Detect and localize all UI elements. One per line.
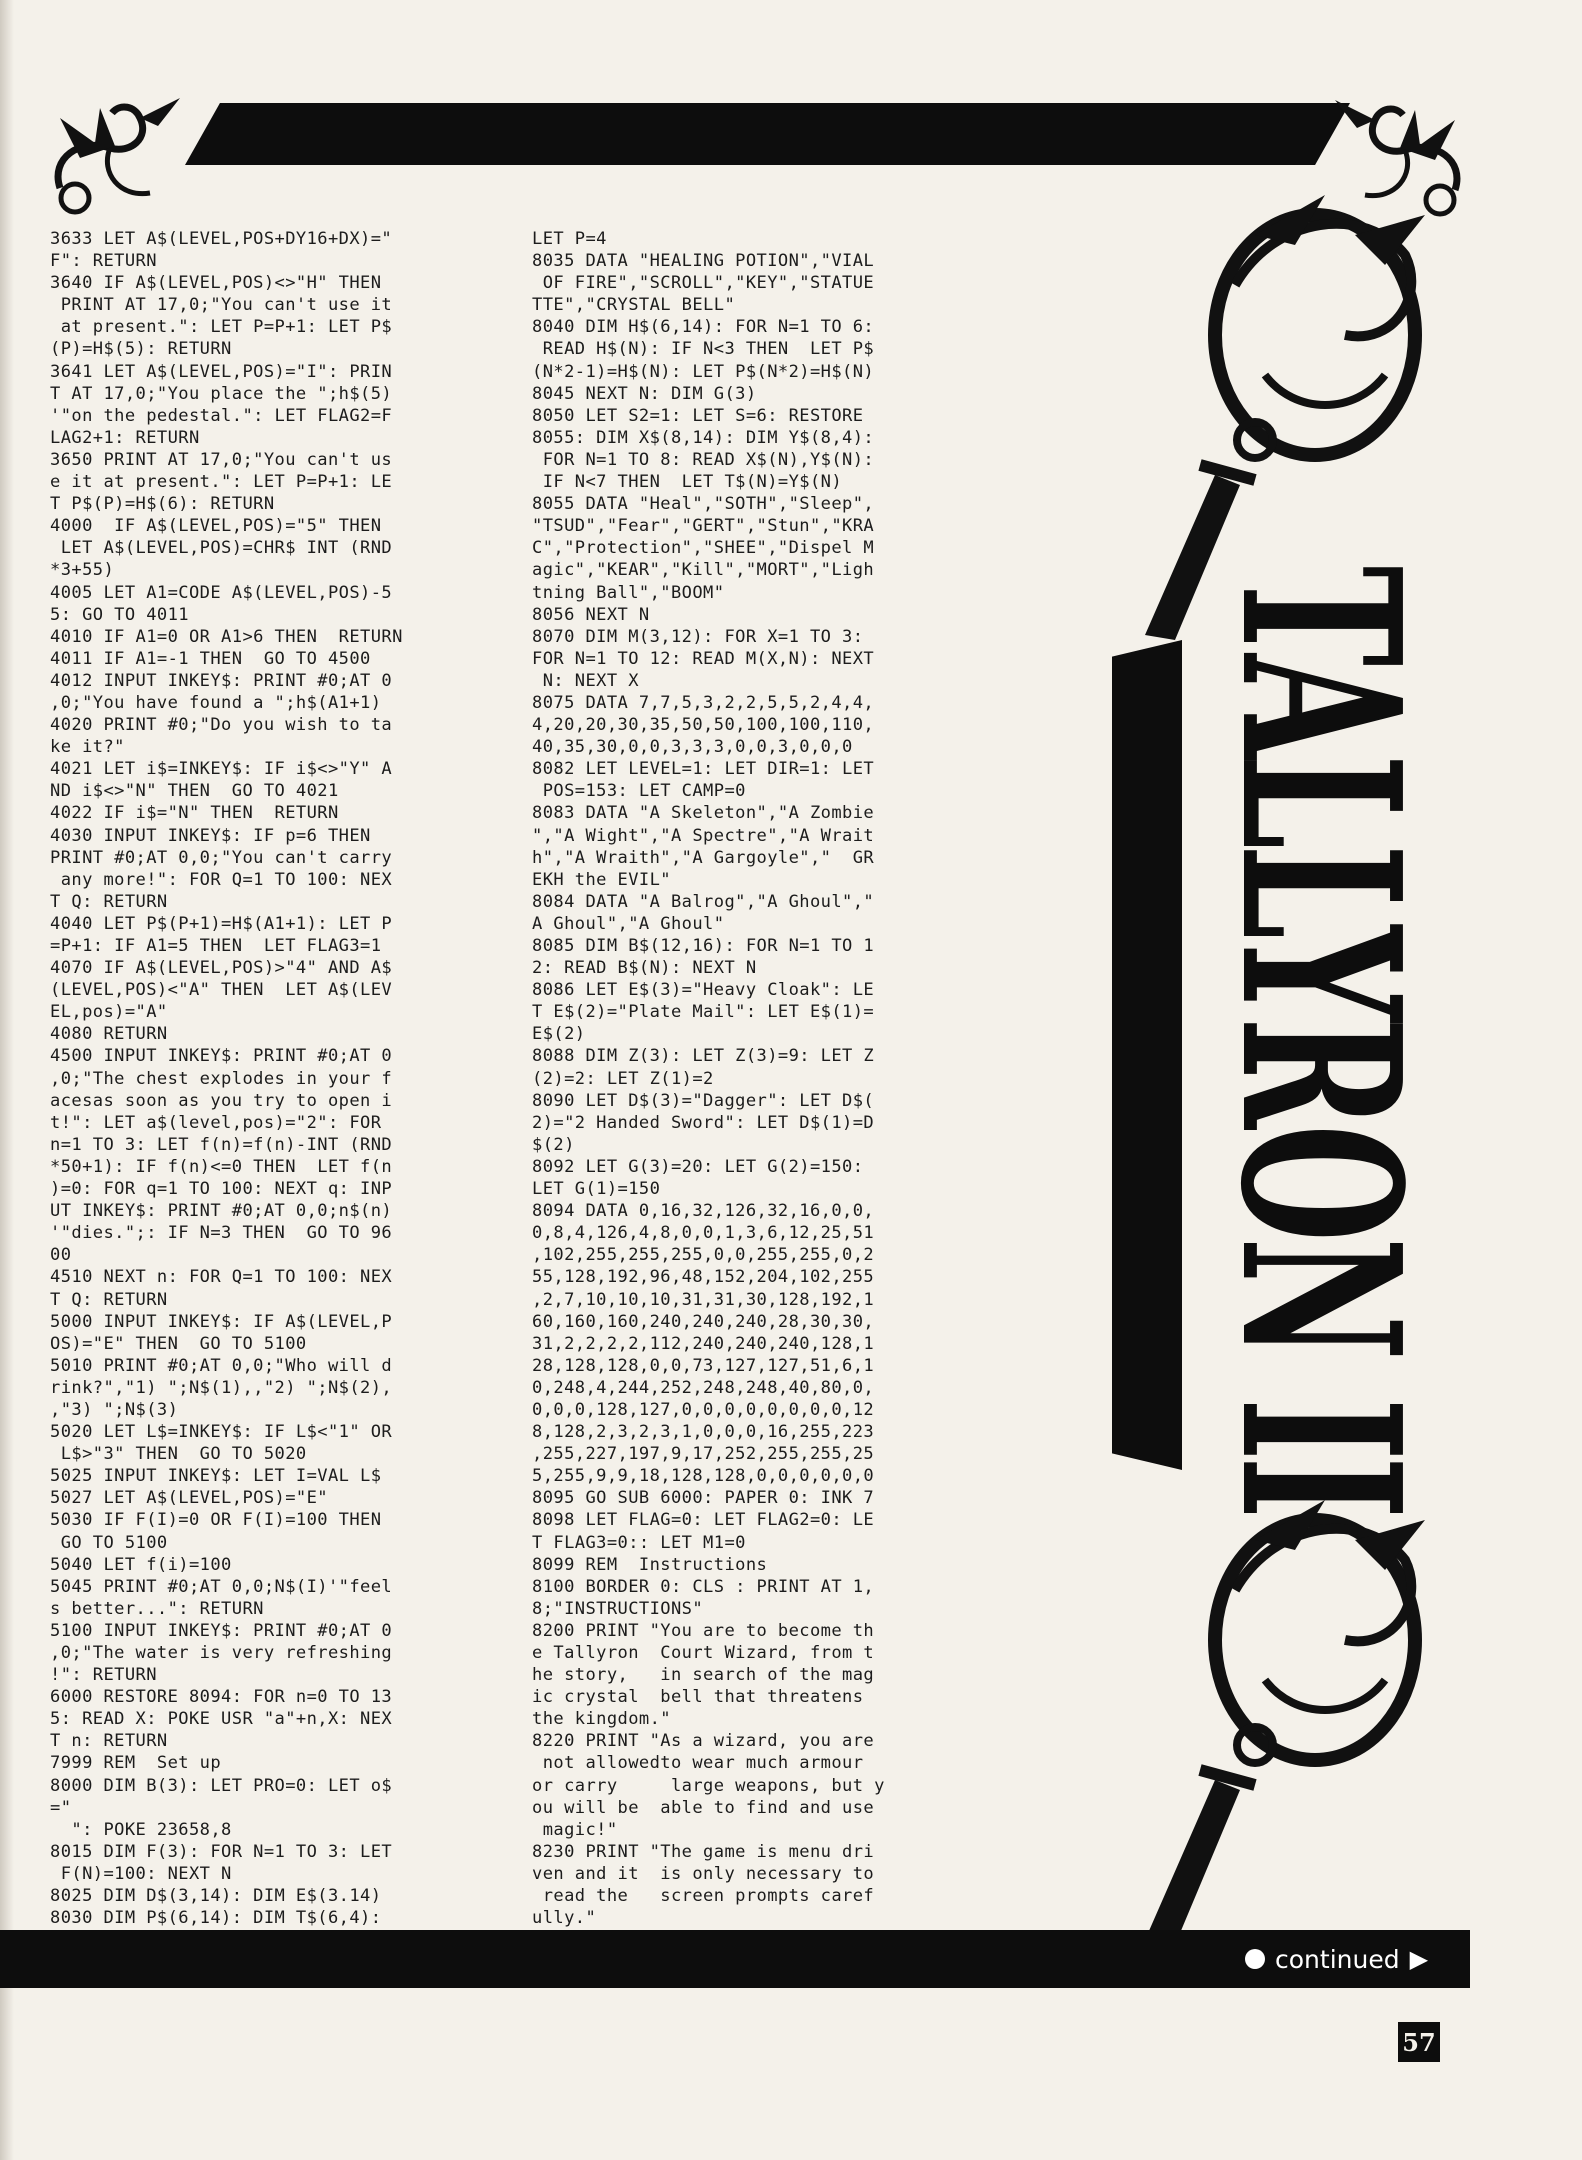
- continued-marker: [1245, 1942, 1428, 1976]
- code-line: 4510 NEXT n: FOR Q=1 TO 100: NEX: [50, 1267, 393, 1288]
- dragon-ornament-left-icon: [40, 78, 190, 228]
- code-line: 00: [50, 1245, 72, 1266]
- code-line: ke it?": [50, 737, 125, 758]
- code-line: F": RETURN: [50, 251, 157, 272]
- code-line: 4012 INPUT INKEY$: PRINT #0;AT 0: [50, 670, 393, 691]
- code-line: T Q: RETURN: [50, 891, 168, 912]
- code-line: 8040 DIM H$(6,14): FOR N=1 TO 6:: [532, 317, 875, 338]
- code-line: 3633 LET A$(LEVEL,POS+DY16+DX)=": [50, 229, 393, 249]
- code-line: T P$(P)=H$(6): RETURN: [50, 494, 275, 515]
- code-line: 8070 DIM M(3,12): FOR X=1 TO 3:: [532, 626, 864, 647]
- code-line: 8035 DATA "HEALING POTION","VIAL: [532, 251, 875, 272]
- code-line: ND i$<>"N" THEN GO TO 4021: [50, 781, 339, 802]
- code-line: T AT 17,0;"You place the ";h$(5): [50, 383, 393, 404]
- page-spine-shadow: [0, 0, 14, 2160]
- code-line: ,2,7,10,10,10,31,31,30,128,192,1: [532, 1289, 875, 1310]
- code-line: ,255,227,197,9,17,252,255,255,25: [532, 1444, 875, 1465]
- code-line: "TSUD","Fear","GERT","Stun","KRA: [532, 516, 875, 537]
- code-line: EL,pos)="A": [50, 1002, 168, 1023]
- code-line: ,"3) ";N$(3): [50, 1399, 179, 1420]
- code-line: =": [50, 1797, 72, 1818]
- bullet-dot-icon: [1245, 1949, 1265, 1969]
- code-line: GO TO 5100: [50, 1532, 168, 1553]
- code-line: EKH the EVIL": [532, 869, 671, 890]
- game-title: TALLYRON II: [1192, 565, 1448, 1515]
- code-line: READ H$(N): IF N<3 THEN LET P$: [532, 339, 875, 360]
- code-line: ully.": [532, 1908, 597, 1929]
- code-line: *50+1): IF f(n)<=0 THEN LET f(n: [50, 1156, 393, 1177]
- code-line: 40,35,30,0,0,3,3,3,0,0,3,0,0,0: [532, 737, 853, 758]
- code-line: 2)="2 Handed Sword": LET D$(1)=D: [532, 1112, 875, 1133]
- code-line: 8082 LET LEVEL=1: LET DIR=1: LET: [532, 759, 875, 780]
- code-line: magic!": [532, 1819, 618, 1840]
- code-line: T E$(2)="Plate Mail": LET E$(1)=: [532, 1002, 875, 1023]
- code-line: 8056 NEXT N: [532, 604, 650, 625]
- page-number: 57: [1398, 2022, 1440, 2062]
- code-line: !": RETURN: [50, 1665, 157, 1686]
- code-line: read the screen prompts caref: [532, 1886, 875, 1907]
- code-line: 28,128,128,0,0,73,127,127,51,6,1: [532, 1355, 875, 1376]
- code-line: PRINT AT 17,0;"You can't use it: [50, 295, 393, 316]
- code-line: 8;"INSTRUCTIONS": [532, 1598, 704, 1619]
- code-line: 8088 DIM Z(3): LET Z(3)=9: LET Z: [532, 1046, 875, 1067]
- code-line: 4000 IF A$(LEVEL,POS)="5" THEN: [50, 516, 382, 537]
- code-line: h","A Wraith","A Gargoyle"," GR: [532, 847, 875, 868]
- code-line: 8092 LET G(3)=20: LET G(2)=150:: [532, 1156, 864, 1177]
- code-line: acesas soon as you try to open i: [50, 1090, 393, 1111]
- code-line: n=1 TO 3: LET f(n)=f(n)-INT (RND: [50, 1134, 393, 1155]
- code-line: )=0: FOR q=1 TO 100: NEXT q: INP: [50, 1179, 393, 1200]
- code-line: FOR N=1 TO 8: READ X$(N),Y$(N):: [532, 449, 875, 470]
- code-line: 5027 LET A$(LEVEL,POS)="E": [50, 1488, 328, 1509]
- code-line: 4070 IF A$(LEVEL,POS)>"4" AND A$: [50, 958, 393, 979]
- code-line: F(N)=100: NEXT N: [50, 1863, 232, 1884]
- code-line: 5100 INPUT INKEY$: PRINT #0;AT 0: [50, 1620, 393, 1641]
- code-line: e it at present.": LET P=P+1: LE: [50, 472, 393, 493]
- code-line: 8100 BORDER 0: CLS : PRINT AT 1,: [532, 1576, 875, 1597]
- code-line: OF FIRE","SCROLL","KEY","STATUE: [532, 273, 875, 294]
- code-line: 0,248,4,244,252,248,248,40,80,0,: [532, 1377, 875, 1398]
- code-line: 4,20,20,30,35,50,50,100,100,110,: [532, 715, 875, 736]
- code-line: LET A$(LEVEL,POS)=CHR$ INT (RND: [50, 538, 393, 559]
- code-line: ,0;"You have found a ";h$(A1+1): [50, 692, 382, 713]
- code-line: 4030 INPUT INKEY$: IF p=6 THEN: [50, 825, 371, 846]
- code-line: 5: READ X: POKE USR "a"+n,X: NEX: [50, 1709, 393, 1730]
- code-line: 31,2,2,2,2,112,240,240,240,128,1: [532, 1333, 875, 1354]
- code-line: 5025 INPUT INKEY$: LET I=VAL L$: [50, 1466, 382, 1487]
- code-line: 55,128,192,96,48,152,204,102,255: [532, 1267, 875, 1288]
- code-line: PRINT #0;AT 0,0;"You can't carry: [50, 847, 393, 868]
- code-line: 8084 DATA "A Balrog","A Ghoul",": [532, 891, 875, 912]
- code-line: ","A Wight","A Spectre","A Wrait: [532, 825, 875, 846]
- code-line: ,0;"The water is very refreshing: [50, 1643, 393, 1663]
- code-line: IF N<7 THEN LET T$(N)=Y$(N): [532, 472, 843, 493]
- code-line: 3641 LET A$(LEVEL,POS)="I": PRIN: [50, 361, 393, 382]
- code-line: 5030 IF F(I)=0 OR F(I)=100 THEN: [50, 1510, 382, 1531]
- code-line: 4022 IF i$="N" THEN RETURN: [50, 803, 339, 824]
- code-line: 8220 PRINT "As a wizard, you are: [532, 1731, 875, 1752]
- code-line: 8200 PRINT "You are to become th: [532, 1620, 875, 1641]
- code-line: A Ghoul","A Ghoul": [532, 913, 725, 934]
- code-line: 8230 PRINT "The game is menu dri: [532, 1841, 875, 1862]
- code-line: 8055 DATA "Heal","SOTH","Sleep",: [532, 494, 875, 515]
- code-line: not allowedto wear much armour: [532, 1753, 864, 1774]
- code-line: T n: RETURN: [50, 1731, 168, 1752]
- code-line: LAG2+1: RETURN: [50, 427, 200, 448]
- code-line: 8075 DATA 7,7,5,3,2,2,5,5,2,4,4,: [532, 692, 875, 713]
- code-line: or carry large weapons, but y: [532, 1775, 885, 1796]
- code-line: 8045 NEXT N: DIM G(3): [532, 383, 757, 404]
- code-line: 5045 PRINT #0;AT 0,0;N$(I)'"feel: [50, 1576, 393, 1597]
- code-line: 5: GO TO 4011: [50, 604, 189, 625]
- code-line: 4005 LET A1=CODE A$(LEVEL,POS)-5: [50, 582, 393, 603]
- code-line: 8095 GO SUB 6000: PAPER 0: INK 7: [532, 1488, 875, 1509]
- code-line: rink?","1) ";N$(1),,"2) ";N$(2),: [50, 1377, 393, 1398]
- code-line: LET G(1)=150: [532, 1179, 661, 1200]
- code-line: at present.": LET P=P+1: LET P$: [50, 317, 393, 338]
- code-line: $(2): [532, 1134, 575, 1155]
- code-line: 4040 LET P$(P+1)=H$(A1+1): LET P: [50, 913, 393, 934]
- code-line: 4020 PRINT #0;"Do you wish to ta: [50, 715, 393, 736]
- code-line: T Q: RETURN: [50, 1289, 168, 1310]
- code-line: 5040 LET f(i)=100: [50, 1554, 232, 1575]
- code-line: 4011 IF A1=-1 THEN GO TO 4500: [50, 648, 371, 669]
- code-line: 8000 DIM B(3): LET PRO=0: LET o$: [50, 1775, 393, 1796]
- code-line: 8098 LET FLAG=0: LET FLAG2=0: LE: [532, 1510, 875, 1531]
- code-line: ou will be able to find and use: [532, 1797, 875, 1818]
- code-line: E$(2): [532, 1024, 586, 1045]
- code-line: ,0;"The chest explodes in your f: [50, 1068, 393, 1089]
- code-line: s better...": RETURN: [50, 1598, 264, 1619]
- code-line: 7999 REM Set up: [50, 1753, 222, 1774]
- code-line: 4021 LET i$=INKEY$: IF i$<>"Y" A: [50, 759, 393, 780]
- code-line: L$>"3" THEN GO TO 5020: [50, 1444, 307, 1465]
- code-line: 6000 RESTORE 8094: FOR n=0 TO 13: [50, 1687, 393, 1708]
- code-line: 8090 LET D$(3)="Dagger": LET D$(: [532, 1090, 875, 1111]
- code-line: 2: READ B$(N): NEXT N: [532, 958, 757, 979]
- code-line: 8094 DATA 0,16,32,126,32,16,0,0,: [532, 1201, 875, 1222]
- code-line: 4080 RETURN: [50, 1024, 168, 1045]
- code-column-middle: [532, 228, 1008, 1929]
- code-line: '"dies.";: IF N=3 THEN GO TO 96: [50, 1223, 393, 1244]
- code-line: 8015 DIM F(3): FOR N=1 TO 3: LET: [50, 1841, 393, 1862]
- code-line: UT INKEY$: PRINT #0;AT 0,0;n$(n): [50, 1201, 393, 1222]
- code-line: 5000 INPUT INKEY$: IF A$(LEVEL,P: [50, 1311, 393, 1332]
- play-arrow-icon: ▶: [1409, 1945, 1429, 1973]
- code-line: C","Protection","SHEE","Dispel M: [532, 538, 875, 559]
- code-line: (2)=2: LET Z(1)=2: [532, 1068, 714, 1089]
- code-line: tning Ball","BOOM": [532, 582, 725, 603]
- code-line: OS)="E" THEN GO TO 5100: [50, 1333, 307, 1354]
- code-line: N: NEXT X: [532, 670, 639, 691]
- code-line: (P)=H$(5): RETURN: [50, 339, 232, 360]
- code-line: 8050 LET S2=1: LET S=6: RESTORE: [532, 405, 864, 426]
- code-line: ,102,255,255,255,0,0,255,255,0,2: [532, 1245, 875, 1266]
- code-line: agic","KEAR","Kill","MORT","Ligh: [532, 560, 875, 581]
- code-line: ic crystal bell that threatens: [532, 1687, 864, 1708]
- code-line: ven and it is only necessary to: [532, 1863, 875, 1884]
- code-line: 4500 INPUT INKEY$: PRINT #0;AT 0: [50, 1046, 393, 1067]
- code-line: FOR N=1 TO 12: READ M(X,N): NEXT: [532, 648, 875, 669]
- code-line: 3650 PRINT AT 17,0;"You can't us: [50, 449, 393, 470]
- code-line: e Tallyron Court Wizard, from t: [532, 1643, 875, 1663]
- code-line: (LEVEL,POS)<"A" THEN LET A$(LEV: [50, 980, 393, 1001]
- code-line: 5010 PRINT #0;AT 0,0;"Who will d: [50, 1355, 393, 1376]
- code-line: (N*2-1)=H$(N): LET P$(N*2)=H$(N): [532, 361, 875, 382]
- code-line: any more!": FOR Q=1 TO 100: NEX: [50, 869, 393, 890]
- code-line: *3+55): [50, 560, 115, 581]
- code-line: 0,0,0,128,127,0,0,0,0,0,0,0,0,12: [532, 1399, 875, 1420]
- continued-label: continued: [1275, 1944, 1400, 1974]
- code-line: 4010 IF A1=0 OR A1>6 THEN RETURN: [50, 626, 403, 647]
- title-side-bar: [1112, 640, 1182, 1470]
- code-line: he story, in search of the mag: [532, 1665, 875, 1686]
- code-line: 8,128,2,3,2,3,1,0,0,0,16,255,223: [532, 1422, 875, 1443]
- code-line: 5,255,9,9,18,128,128,0,0,0,0,0,0: [532, 1466, 875, 1487]
- code-line: 8099 REM Instructions: [532, 1554, 768, 1575]
- code-line: LET P=4: [532, 229, 607, 249]
- code-line: =P+1: IF A1=5 THEN LET FLAG3=1: [50, 936, 382, 956]
- header-bar: [185, 103, 1350, 165]
- code-line: t!": LET a$(level,pos)="2": FOR: [50, 1112, 382, 1133]
- code-column-left: [50, 228, 526, 1929]
- code-line: 8085 DIM B$(12,16): FOR N=1 TO 1: [532, 936, 875, 956]
- code-line: 5020 LET L$=INKEY$: IF L$<"1" OR: [50, 1422, 393, 1443]
- code-line: T FLAG3=0:: LET M1=0: [532, 1532, 746, 1553]
- code-line: ": POKE 23658,8: [50, 1819, 232, 1840]
- code-line: POS=153: LET CAMP=0: [532, 781, 746, 802]
- code-line: 8086 LET E$(3)="Heavy Cloak": LE: [532, 980, 875, 1001]
- code-line: 8083 DATA "A Skeleton","A Zombie: [532, 803, 875, 824]
- code-line: TTE","CRYSTAL BELL": [532, 295, 736, 316]
- code-line: 8030 DIM P$(6,14): DIM T$(6,4):: [50, 1908, 382, 1929]
- code-line: 8055: DIM X$(8,14): DIM Y$(8,4):: [532, 427, 875, 448]
- code-line: 3640 IF A$(LEVEL,POS)<>"H" THEN: [50, 273, 382, 294]
- code-line: the kingdom.": [532, 1709, 671, 1730]
- code-line: 8025 DIM D$(3,14): DIM E$(3.14): [50, 1886, 382, 1907]
- code-line: '"on the pedestal.": LET FLAG2=F: [50, 405, 393, 426]
- code-line: 60,160,160,240,240,240,28,30,30,: [532, 1311, 875, 1332]
- code-line: 0,8,4,126,4,8,0,0,1,3,6,12,25,51: [532, 1223, 875, 1244]
